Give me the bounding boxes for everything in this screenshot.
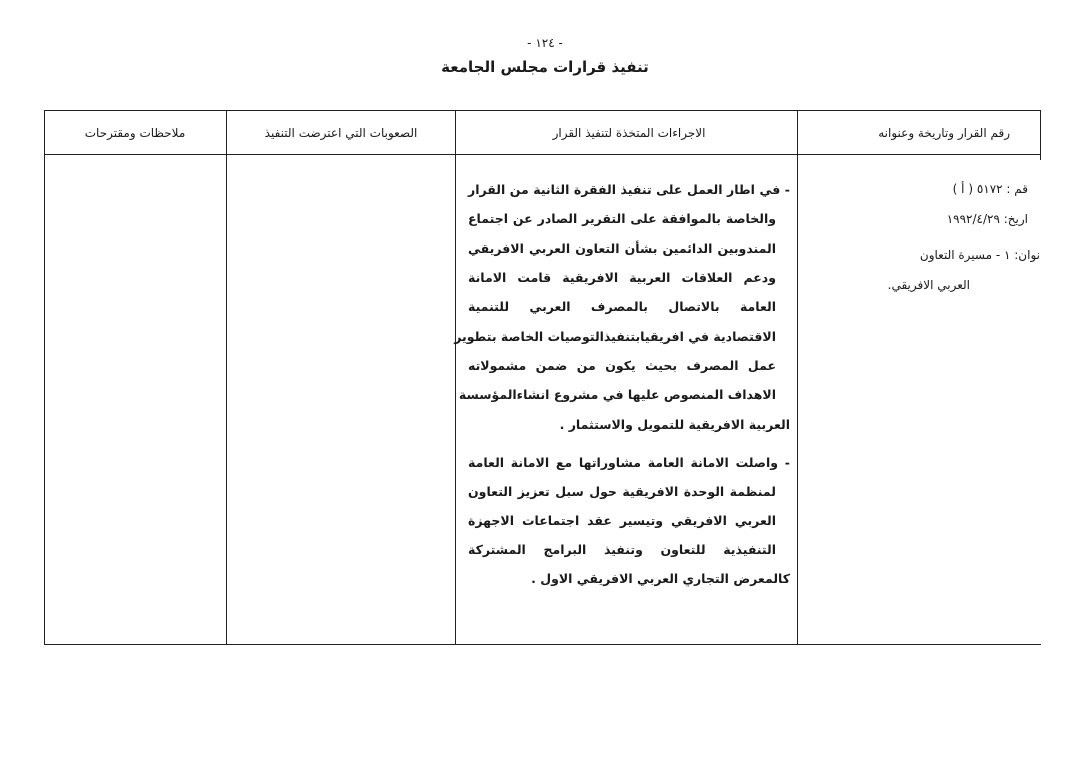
action-line: كالمعرض التجاري العربي الافريقي الاول . — [531, 571, 790, 586]
action-line: لمنظمة الوحدة الافريقية حول سبل تعزيز التعاون — [468, 484, 776, 499]
decision-date: اريخ: ١٩٩٢/٤/٢٩ — [946, 212, 1028, 226]
action-line: الاقتصادية في افريقيابتنفيذالتوصيات الخاصة بتطوير — [454, 329, 776, 344]
action-line: العامة بالاتصال بالمصرف العربي للتنمية — [468, 299, 776, 314]
header-actions: الاجراءات المتخذة لتنفيذ القرار — [552, 126, 706, 140]
table-bottom-border — [44, 644, 1041, 645]
decision-number: قم : ٥١٧٢ ( أ ) — [952, 182, 1028, 196]
action-line: ودعم العلاقات العربية الافريقية قامت الامانة — [468, 270, 776, 285]
action-line: والخاصة بالموافقة على التقرير الصادر عن اجتماع — [468, 211, 776, 226]
page-number: - ١٢٤ - — [527, 36, 563, 50]
header-difficulties: الصعوبات التي اعترضت التنفيذ — [264, 126, 418, 140]
action-line: الاهداف المنصوص عليها في مشروع انشاءالمؤسسة — [458, 387, 776, 402]
column-divider — [226, 110, 227, 645]
action-line: - في اطار العمل على تنفيذ الفقرة الثانية من القرار — [468, 182, 790, 197]
action-line: التنفيذية للتعاون وتنفيذ البرامج المشتركة — [468, 542, 776, 557]
column-divider — [797, 110, 798, 645]
action-line: العربي الافريقي وتيسير عقد اجتماعات الاجهزة — [468, 513, 776, 528]
header-decision: رقم القرار وتاريخة وعنوانه — [878, 126, 1010, 140]
action-line: - واصلت الامانة العامة مشاوراتها مع الامانة العامة — [468, 455, 790, 470]
header-divider — [44, 154, 1041, 155]
table-top-border — [44, 110, 1041, 111]
action-line: المندوبين الدائمين بشأن التعاون العربي الافريقي — [468, 241, 776, 256]
decision-title-cont: العربي الافريقي. — [887, 278, 970, 292]
header-notes: ملاحظات ومقترحات — [84, 126, 186, 140]
page-title: تنفيذ قرارات مجلس الجامعة — [441, 58, 649, 76]
decision-title: نوان: ١ - مسيرة التعاون — [919, 248, 1040, 262]
table-right-border — [1040, 110, 1041, 160]
action-line: العربية الافريقية للتمويل والاستثمار . — [559, 417, 790, 432]
action-line: عمل المصرف بحيث يكون من ضمن مشمولاته — [468, 358, 776, 373]
table-left-border — [44, 110, 45, 645]
column-divider — [455, 110, 456, 645]
